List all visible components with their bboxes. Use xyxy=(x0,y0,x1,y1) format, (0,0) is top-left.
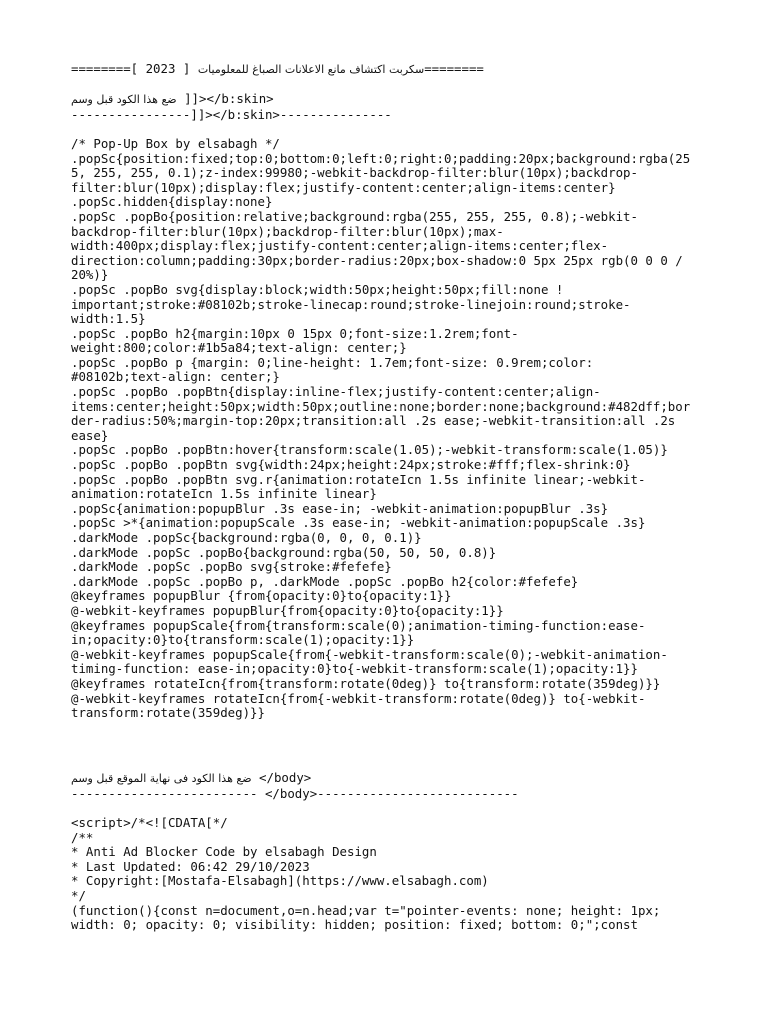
title-line xyxy=(71,62,711,78)
body-note xyxy=(71,771,711,787)
script-code-line: * Last Updated: 06:42 29/10/2023 xyxy=(71,858,310,874)
skin-divider: ----------------]]></b:skin>--------------- xyxy=(71,106,392,122)
css-code-line: der-radius:50%;margin-top:20px;transition:all .2s ease;-webkit-transition:all .2s xyxy=(71,413,676,429)
css-code-line: .popSc.hidden{display:none} xyxy=(71,194,273,210)
body-note-code: </body> xyxy=(251,770,312,786)
css-code-line: @-webkit-keyframes popupBlur{from{opacity:0}to{opacity:1}} xyxy=(71,602,504,618)
css-comment: /* Pop-Up Box by elsabagh */ xyxy=(71,135,280,151)
css-code-line: weight:800;color:#1b5a84;text-align: center;} xyxy=(71,340,407,356)
css-code-line: items:center;height:50px;width:50px;outline:none;border:none;background:#482dff;bor xyxy=(71,398,691,414)
css-code-line: ease} xyxy=(71,427,109,443)
css-code-line: .darkMode .popSc .popBo svg{stroke:#fefefe} xyxy=(71,559,392,575)
css-code-line: in;opacity:0}to{transform:scale(1);opacity:1}} xyxy=(71,632,415,648)
spacer xyxy=(71,721,711,757)
spacer xyxy=(71,757,711,772)
script-code-line: width: 0; opacity: 0; visibility: hidden; position: fixed; bottom: 0;";const xyxy=(71,917,638,933)
css-code-line: timing-function: ease-in;opacity:0}to{-webkit-transform:scale(1);opacity:1}} xyxy=(71,661,638,677)
css-code-line: 20%)} xyxy=(71,267,109,283)
css-code-line: @keyframes rotateIcn{from{transform:rotate(0deg)} to{transform:rotate(359deg)}} xyxy=(71,675,661,691)
css-code-line: .popSc .popBo .popBtn svg{width:24px;height:24px;stroke:#fff;flex-shrink:0} xyxy=(71,457,631,473)
css-code-line: direction:column;padding:30px;border-radius:20px;box-shadow:0 5px 25px rgb(0 0 0 / xyxy=(71,252,683,268)
title-right: ======== xyxy=(424,61,484,76)
css-code-line: animation:rotateIcn 1.5s infinite linear} xyxy=(71,486,377,502)
spacer xyxy=(71,122,711,137)
css-code-line: 5, 255, 255, 0.1);z-index:99980;-webkit-backdrop-filter:blur(10px);backdrop- xyxy=(71,165,638,181)
css-code-line: .darkMode .popSc .popBo{background:rgba(50, 50, 50, 0.8)} xyxy=(71,544,497,560)
css-code-line: width:400px;display:flex;justify-content:center;align-items:center;flex- xyxy=(71,238,609,254)
css-code-line: .popSc .popBo{position:relative;background:rgba(255, 255, 255, 0.8);-webkit- xyxy=(71,208,638,224)
css-code-line: #08102b;text-align: center;} xyxy=(71,369,280,385)
css-code-line: width:1.5} xyxy=(71,311,146,327)
css-code-line: @keyframes popupScale{from{transform:scale(0);animation-timing-function:ease- xyxy=(71,617,646,633)
css-code-line: .popSc >*{animation:popupScale .3s ease-in; -webkit-animation:popupScale .3s} xyxy=(71,515,646,531)
css-code-line: .darkMode .popSc{background:rgba(0, 0, 0, 0.1)} xyxy=(71,530,422,545)
document-page xyxy=(71,62,711,933)
skin-note-code: ]]></b:skin> xyxy=(176,91,274,107)
css-code-line: .popSc .popBo .popBtn svg.r{animation:rotateIcn 1.5s infinite linear;-webkit- xyxy=(71,471,646,487)
css-code-block xyxy=(71,152,711,721)
script-code-line: (function(){const n=document,o=n.head;var t="pointer-events: none; height: 1px; xyxy=(71,902,661,918)
script-code-block xyxy=(71,816,711,933)
script-code-line: /** xyxy=(71,829,94,845)
css-code-line: @-webkit-keyframes rotateIcn{from{-webkit-transform:rotate(0deg)} to{-webkit- xyxy=(71,690,646,706)
css-code-line: .popSc .popBo .popBtn:hover{transform:scale(1.05);-webkit-transform:scale(1.05)} xyxy=(71,442,668,458)
skin-note xyxy=(71,92,711,108)
css-code-line: .popSc .popBo .popBtn{display:inline-flex;justify-content:center;align- xyxy=(71,384,601,400)
css-code-line: important;stroke:#08102b;stroke-linecap:round;stroke-linejoin:round;stroke- xyxy=(71,296,631,312)
css-code-line: transform:rotate(359deg)}} xyxy=(71,705,265,721)
spacer xyxy=(71,78,711,93)
css-code-line: .popSc .popBo h2{margin:10px 0 15px 0;font-size:1.2rem;font- xyxy=(71,325,519,341)
css-code-line: .darkMode .popSc .popBo p, .darkMode .popSc .popBo h2{color:#fefefe} xyxy=(71,573,579,589)
css-code-line: .popSc .popBo svg{display:block;width:50px;height:50px;fill:none ! xyxy=(71,281,564,297)
script-code-line: */ xyxy=(71,888,86,904)
css-code-line: @-webkit-keyframes popupScale{from{-webkit-transform:scale(0);-webkit-animation- xyxy=(71,646,668,662)
body-note-arabic: ضع هذا الكود فى نهاية الموقع قبل وسم xyxy=(71,772,252,786)
skin-note-arabic: ضع هذا الكود قبل وسم xyxy=(71,93,177,107)
title-left: ========[ 2023 ] xyxy=(71,61,198,76)
title-arabic: سكربت اكتشاف مانع الاعلانات الصباغ للمعلوميات xyxy=(197,63,425,76)
css-code-line: backdrop-filter:blur(10px);backdrop-filter:blur(10px);max- xyxy=(71,223,504,239)
css-code-line: @keyframes popupBlur {from{opacity:0}to{opacity:1}} xyxy=(71,588,452,604)
css-code-line: .popSc .popBo p {margin: 0;line-height: 1.7em;font-size: 0.9rem;color: xyxy=(71,354,594,370)
css-code-line: .popSc{animation:popupBlur .3s ease-in; -webkit-animation:popupBlur .3s} xyxy=(71,500,609,516)
spacer xyxy=(71,802,711,817)
body-divider: ------------------------- </body>--------------------------- xyxy=(71,785,519,801)
css-code-line: .popSc{position:fixed;top:0;bottom:0;left:0;right:0;padding:20px;background:rgba(25 xyxy=(71,150,691,166)
script-code-line: * Copyright:[Mostafa-Elsabagh](https://www.elsabagh.com) xyxy=(71,873,489,889)
css-code-line: filter:blur(10px);display:flex;justify-content:center;align-items:center} xyxy=(71,179,616,195)
script-code-line: * Anti Ad Blocker Code by elsabagh Design xyxy=(71,844,377,860)
script-code-line: <script>/*<![CDATA[*/ xyxy=(71,815,228,831)
